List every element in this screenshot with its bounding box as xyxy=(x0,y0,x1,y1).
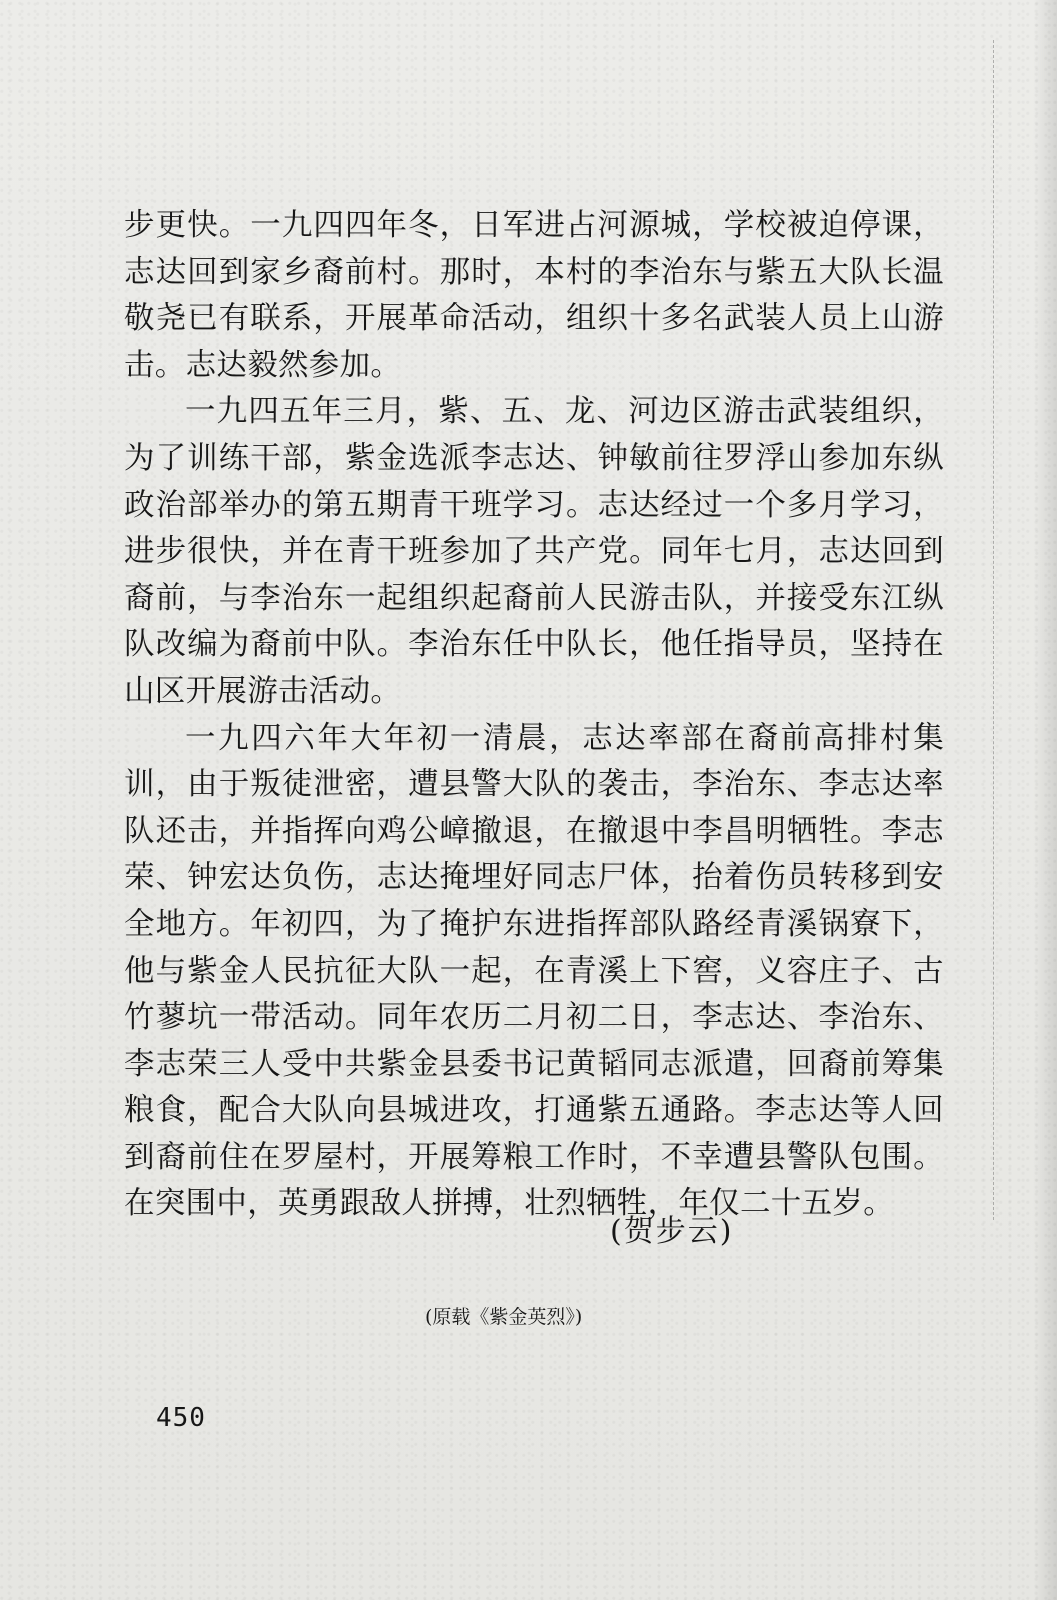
source-note: (原载《紫金英烈》) xyxy=(425,1306,583,1328)
body-text xyxy=(124,203,944,1228)
author-credit: (贺步云) xyxy=(610,1214,734,1249)
paragraph-3: 一九四六年大年初一清晨，志达率部在裔前高排村集训，由于叛徒泄密，遭县警大队的袭击，李治东、李志达率队还击，并指挥向鸡公嶂撤退，在撤退中李昌明牺牲。李志荣、钟宏达负伤，志达掩埋好同志尸体，抬着伤员转移到安全地方。年初四，为了掩护东进指挥部队路经青溪锅寮下，他与紫金人民抗征大队一起，在青溪上下窖，义容庄子、古竹蓼坑一带活动。同年农历二月初二日，李志达、李治东、李志荣三人受中共紫金县委书记黄韬同志派遣，回裔前筹集粮食，配合大队向县城进攻，打通紫五通路。李志达等人回到裔前住在罗屋村，开展筹粮工作时，不幸遭县警队包围。在突围中，英勇跟敌人拼搏，壮烈牺牲，年仅二十五岁。 xyxy=(124,720,944,1222)
paragraph-1: 步更快。一九四四年冬，日军进占河源城，学校被迫停课，志达回到家乡裔前村。那时，本村的李治东与紫五大队长温敬尧已有联系，开展革命活动，组织十多名武装人员上山游击。志达毅然参加。 xyxy=(124,208,944,383)
page-number: 450 xyxy=(156,1403,206,1433)
paragraph-2: 一九四五年三月，紫、五、龙、河边区游击武装组织，为了训练干部，紫金选派李志达、钟敏前往罗浮山参加东纵政治部举办的第五期青干班学习。志达经过一个多月学习，进步很快，并在青干班参加了共产党。同年七月，志达回到裔前，与李治东一起组织起裔前人民游击队，并接受东江纵队改编为裔前中队。李治东任中队长，他任指导员，坚持在山区开展游击活动。 xyxy=(124,394,944,709)
page-edge-shadow xyxy=(1033,0,1057,1600)
page-fold-line xyxy=(993,40,994,1220)
